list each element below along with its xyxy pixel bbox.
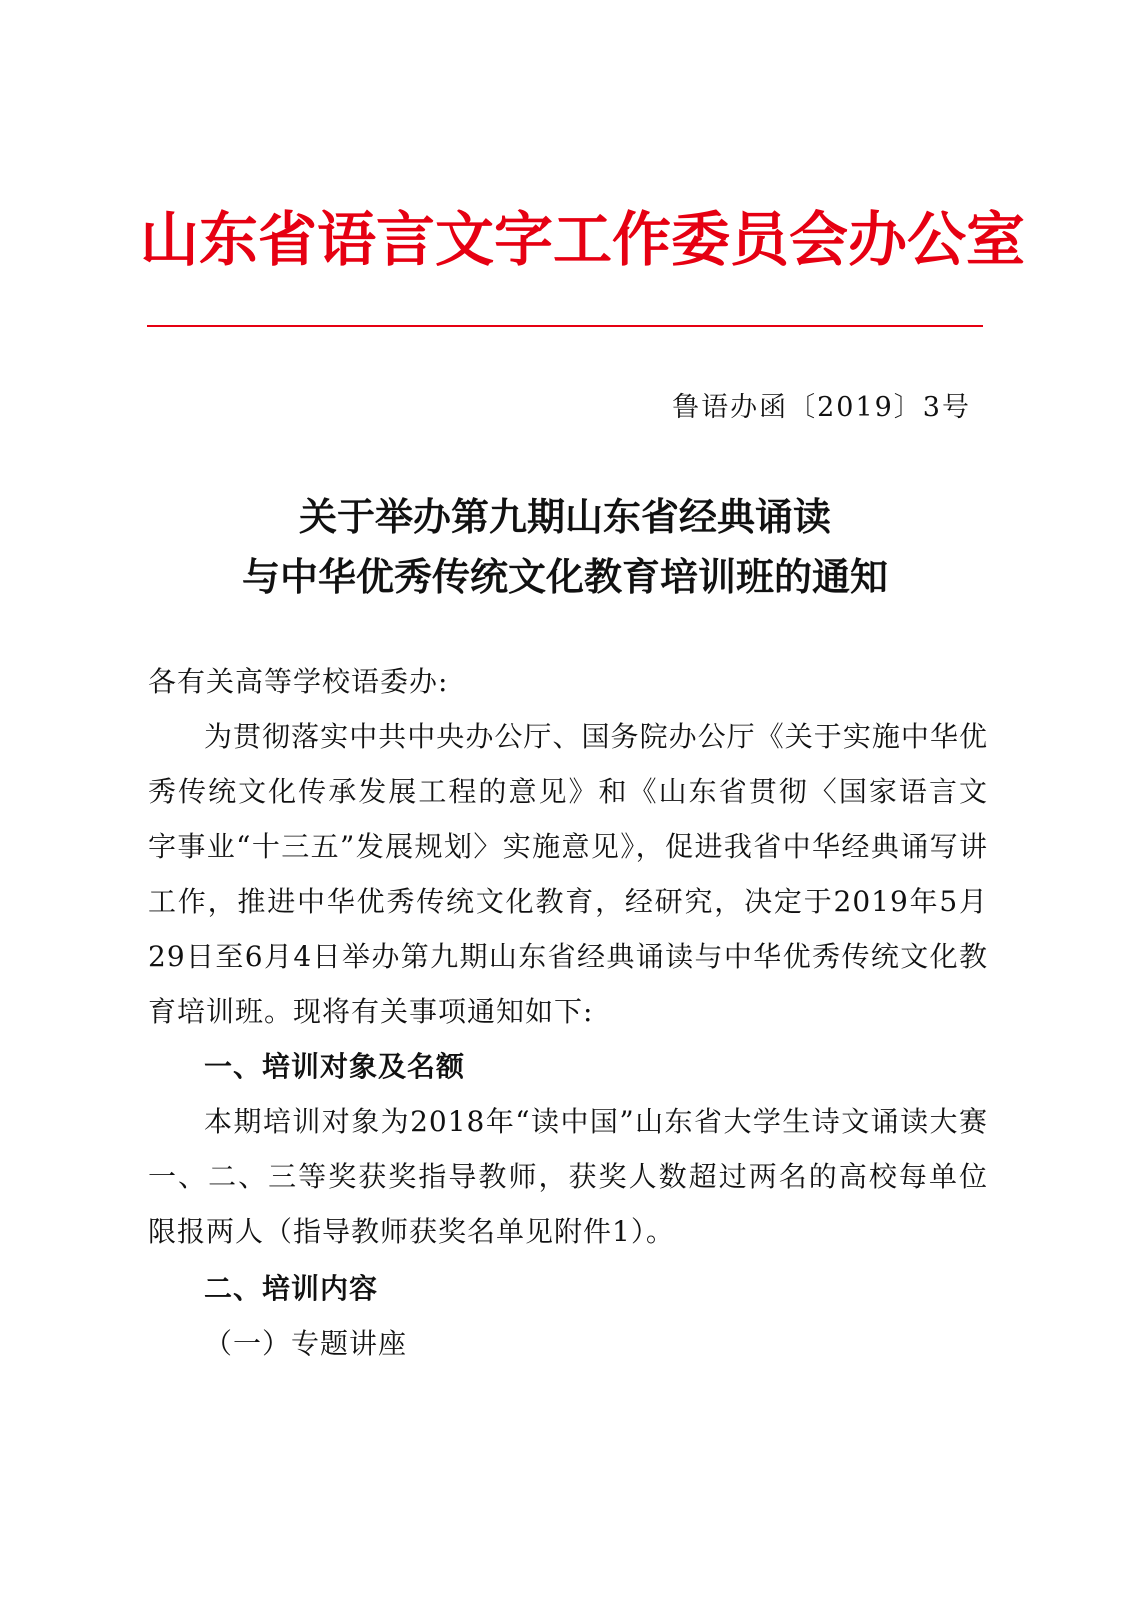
- intro-paragraph: 为贯彻落实中共中央办公厅、国务院办公厅《关于实施中华优秀传统文化传承发展工程的意见》和《山东省贯彻〈国家语言文字事业“十三五”发展规划〉实施意见》，促进我省中华经典诵写讲工作，推进中华优秀传统文化教育，经研究，决定于2019年5月29日至6月4日举办第九期山东省经典诵读与中华优秀传统文化教育培训班。现将有关事项通知如下:: [148, 720, 988, 1028]
- section-1-paragraph: 本期培训对象为2018年“读中国”山东省大学生诗文诵读大赛一、二、三等奖获奖指导教师，获奖人数超过两名的高校每单位限报两人（指导教师获奖名单见附件1）。: [148, 1105, 988, 1248]
- salutation: 各有关高等学校语委办:: [148, 665, 449, 698]
- subsection-1-heading: （一）专题讲座: [204, 1327, 408, 1360]
- section-1-heading: 一、培训对象及名额: [204, 1050, 466, 1083]
- notice-title-line-1: 关于举办第九期山东省经典诵读: [298, 494, 831, 539]
- letterhead-title: 山东省语言文字工作委员会办公室: [140, 205, 1026, 274]
- document-body: [148, 654, 988, 1371]
- notice-title-line-2: 与中华优秀传统文化教育培训班的通知: [241, 554, 888, 599]
- section-2-heading: 二、培训内容: [204, 1272, 379, 1305]
- document-number: 鲁语办函〔2019〕3号: [672, 392, 971, 423]
- letterhead-red-rule: [147, 325, 983, 327]
